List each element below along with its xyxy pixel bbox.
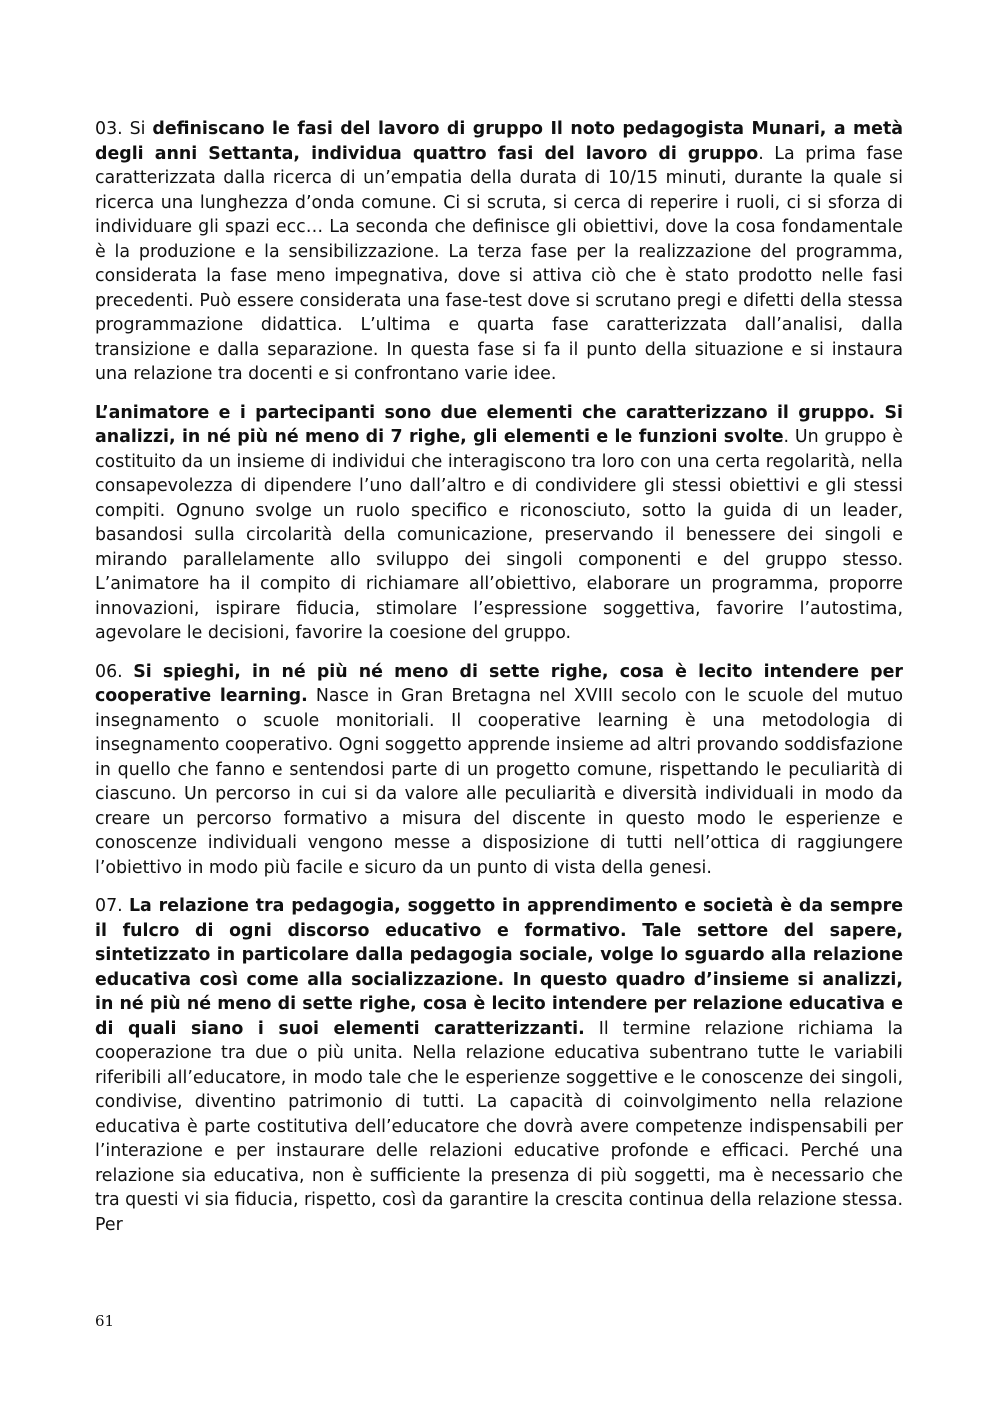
paragraph-lead: 03. Si	[95, 119, 153, 139]
paragraph-lead: 07.	[95, 896, 129, 916]
question-text: definiscano le fasi del lavoro di gruppo Il noto pedagogista Munari, a metà degli anni Settanta, individua quattro fasi del lavoro di gruppo	[95, 119, 903, 164]
paragraph-animatore	[95, 401, 903, 646]
paragraph-07	[95, 894, 903, 1237]
answer-text: . La prima fase caratterizzata dalla ricerca di un’empatia della durata di 10/15 minuti, durante la quale si ricerca una lunghezza d’onda comune. Ci si scruta, si cerca di reperire i ruoli, ci si sforza di individuare gli spazi ecc… La seconda che definisce gli obiettivi, dove la cosa fondamentale è la produzione e la sensibilizzazione. La terza fase per la realizzazione del programma, considerata la fase meno impegnativa, dove si attiva ciò che è stato prodotto nelle fasi precedenti. Può essere considerata una fase-test dove si scrutano pregi e difetti della stessa programmazione didattica. L’ultima e quarta fase caratterizzata dall’analisi, dalla transizione e dalla separazione. In questa fase si fa il punto della situazione e si instaura una relazione tra docenti e si confrontano varie idee.	[95, 143, 903, 384]
question-text: Si spieghi, in né più né meno di sette righe, cosa è lecito intendere per cooperative learning.	[95, 661, 903, 706]
document-body	[95, 117, 903, 1251]
page-number: 61	[95, 1312, 115, 1330]
question-text: La relazione tra pedagogia, soggetto in apprendimento e società è da sempre il fulcro di ogni discorso educativo e formativo. Tale settore del sapere, sintetizzato in particolare dalla pedagogia sociale, volge lo sguardo alla relazione educativa così come alla socializzazione. In questo quadro d’insieme si analizzi, in né più né meno di sette righe, cosa è lecito intendere per relazione educativa e di quali siano i suoi elementi caratterizzanti.	[95, 896, 903, 1039]
paragraph-03	[95, 117, 903, 387]
answer-text: Il termine relazione richiama la cooperazione tra due o più unita. Nella relazione educativa subentrano tutte le variabili riferibili all’educatore, in modo tale che le esperienze soggettive e le conoscenze dei singoli, condivise, diventino patrimonio di tutti. La capacità di coinvolgimento nella relazione educativa è parte costitutiva dell’educatore che dovrà avere competenze indispensabili per l’interazione e per instaurare delle relazioni educative profonde e efficaci. Perché una relazione sia educativa, non è sufficiente la presenza di più soggetti, ma è necessario che tra questi vi sia fiducia, rispetto, così da garantire la crescita continua della relazione stessa. Per	[95, 1018, 904, 1235]
question-text: L’animatore e i partecipanti sono due elementi che caratterizzano il gruppo. Si analizzi, in né più né meno di 7 righe, gli elementi e le funzioni svolte	[95, 402, 903, 447]
answer-text: . Un gruppo è costituito da un insieme di individui che interagiscono tra loro con una certa regolarità, nella consapevolezza di dipendere l’uno dall’altro e di condividere gli stessi obiettivi e gli stessi compiti. Ognuno svolge un ruolo specifico e riconosciuto, sotto la guida di un leader, basandosi sulla circolarità della comunicazione, preservando il benessere dei singoli e mirando parallelamente allo sviluppo dei singoli componenti e del gruppo stesso. L’animatore ha il compito di richiamare all’obiettivo, elaborare un programma, proporre innovazioni, ispirare fiducia, stimolare l’espressione soggettiva, favorire l’autostima, agevolare le decisioni, favorire la coesione del gruppo.	[95, 427, 903, 643]
paragraph-06	[95, 660, 903, 881]
answer-text: Nasce in Gran Bretagna nel XVIII secolo con le scuole del mutuo insegnamento o scuole monitoriali. Il cooperative learning è una metodologia di insegnamento cooperativo. Ogni soggetto apprende insieme ad altri provando soddisfazione in quello che fanno e sentendosi parte di un progetto comune, rispettando le peculiarità di ciascuno. Un percorso in cui si da valore alle peculiarità e diversità individuali in modo da creare un percorso formativo a misura del discente in questo modo le esperienze e conoscenze individuali vengono messe a disposizione di tutti nell’ottica di raggiungere l’obiettivo in modo più facile e sicuro da un punto di vista della genesi.	[95, 686, 903, 878]
paragraph-lead: 06.	[95, 661, 134, 682]
